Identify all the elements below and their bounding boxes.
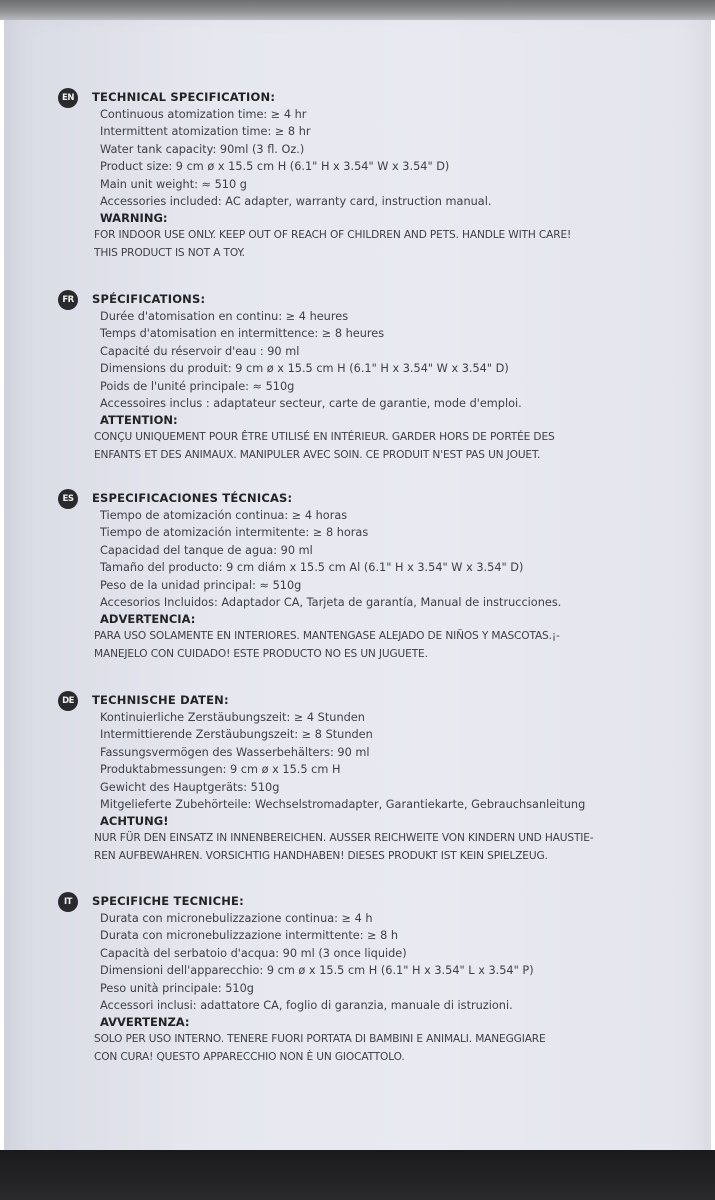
spec-line: Kontinuierliche Zerstäubungszeit: ≥ 4 Stunden (100, 711, 365, 724)
section-fr (62, 290, 694, 464)
spec-line: Durata con micronebulizzazione intermittente: ≥ 8 h (100, 929, 399, 943)
spec-line: Durata con micronebulizzazione continua: ≥ 4 h (100, 912, 373, 925)
language-badge-es: ES (58, 489, 78, 509)
spec-line: Mitgelieferte Zubehörteile: Wechselstromadapter, Garantiekarte, Gebrauchsanleitung (100, 798, 586, 812)
section-heading: TECHNICAL SPECIFICATION: (92, 90, 276, 104)
warning-line: REN AUFBEWAHREN. VORSICHTIG HANDHABEN! DIESES PRODUKT IST KEIN SPIELZEUG. (94, 849, 548, 862)
spec-line: Dimensioni dell'apparecchio: 9 cm ø x 15.5 cm H (6.1" H x 3.54" L x 3.54" P) (100, 964, 534, 978)
warning-line: PARA USO SOLAMENTE EN INTERIORES. MANTENGASE ALEJADO DE NIÑOS Y MASCOTAS.¡- (94, 630, 560, 643)
spec-line: Temps d'atomisation en intermittence: ≥ 8 heures (100, 327, 385, 341)
spec-line: Accessories included: AC adapter, warranty card, instruction manual. (100, 195, 492, 209)
spec-line: Tiempo de atomización continua: ≥ 4 horas (100, 509, 348, 522)
spec-line: Tamaño del producto: 9 cm diám x 15.5 cm Al (6.1" H x 3.54" W x 3.54" D) (100, 561, 524, 575)
spec-line: Poids de l'unité principale: ≈ 510g (100, 379, 295, 393)
spec-line: Capacité du réservoir d'eau : 90 ml (100, 344, 300, 358)
warning-line: FOR INDOOR USE ONLY. KEEP OUT OF REACH OF CHILDREN AND PETS. HANDLE WITH CARE! (94, 229, 572, 242)
box-bottom-band (0, 1150, 715, 1200)
spec-line: Durée d'atomisation en continu: ≥ 4 heures (100, 310, 349, 323)
warning-line: CON CURA! QUESTO APPARECCHIO NON È UN GIOCATTOLO. (94, 1050, 405, 1063)
warning-heading: ADVERTENCIA: (100, 612, 196, 627)
section-it (64, 892, 694, 1066)
spec-line: Capacità del serbatoio d'acqua: 90 ml (3 once liquide) (100, 946, 407, 960)
spec-line: Accessori inclusi: adattatore CA, foglio di garanzia, manuale di istruzioni. (100, 999, 513, 1013)
spec-line: Peso unità principale: 510g (100, 981, 254, 995)
language-badge-it: IT (58, 892, 78, 912)
warning-line: SOLO PER USO INTERNO. TENERE FUORI PORTATA DI BAMBINI E ANIMALI. MANEGGIARE (94, 1033, 546, 1046)
warning-heading: AVVERTENZA: (100, 1015, 190, 1030)
section-heading: ESPECIFICACIONES TÉCNICAS: (92, 491, 293, 505)
spec-line: Capacidad del tanque de agua: 90 ml (100, 543, 313, 557)
spec-line: Fassungsvermögen des Wasserbehälters: 90 ml (100, 745, 370, 759)
spec-line: Produktabmessungen: 9 cm ø x 15.5 cm H (100, 763, 341, 777)
warning-heading: ACHTUNG! (100, 814, 169, 829)
section-heading: SPECIFICHE TECNICHE: (92, 894, 244, 908)
warning-line: CONÇU UNIQUEMENT POUR ÊTRE UTILISÉ EN INTÉRIEUR. GARDER HORS DE PORTÉE DES (94, 431, 555, 444)
spec-line: Product size: 9 cm ø x 15.5 cm H (6.1" H x 3.54" W x 3.54" D) (100, 160, 450, 174)
warning-line: NUR FÜR DEN EINSATZ IN INNENBEREICHEN. AUSSER REICHWEITE VON KINDERN UND HAUSTIE- (94, 832, 594, 845)
spec-line: Intermittent atomization time: ≥ 8 hr (100, 125, 311, 139)
warning-heading: WARNING: (100, 211, 168, 226)
section-de (62, 691, 694, 865)
spec-line: Accessoires inclus : adaptateur secteur, carte de garantie, mode d'emploi. (100, 397, 522, 411)
warning-line: ENFANTS ET DES ANIMAUX. MANIPULER AVEC SOIN. CE PRODUIT N'EST PAS UN JOUET. (94, 448, 541, 461)
box-top-edge (0, 0, 715, 20)
spec-line: Dimensions du produit: 9 cm ø x 15.5 cm H (6.1" H x 3.54" W x 3.54" D) (100, 362, 509, 376)
warning-heading: ATTENTION: (100, 413, 178, 428)
section-es (62, 489, 694, 663)
spec-line: Peso de la unidad principal: ≈ 510g (100, 578, 302, 592)
section-heading: SPÉCIFICATIONS: (92, 292, 206, 306)
spec-line: Tiempo de atomización intermitente: ≥ 8 horas (100, 526, 369, 540)
section-en (62, 88, 694, 262)
warning-line: MANEJELO CON CUIDADO! ESTE PRODUCTO NO ES UN JUGUETE. (94, 647, 428, 660)
spec-line: Accesorios Incluidos: Adaptador CA, Tarjeta de garantía, Manual de instrucciones. (100, 596, 562, 610)
spec-line: Gewicht des Hauptgeräts: 510g (100, 780, 280, 794)
section-heading: TECHNISCHE DATEN: (92, 693, 229, 707)
language-badge-de: DE (58, 691, 78, 711)
spec-line: Main unit weight: ≈ 510 g (100, 177, 247, 191)
spec-line: Intermittierende Zerstäubungszeit: ≥ 8 Stunden (100, 728, 373, 742)
language-badge-fr: FR (58, 290, 78, 310)
spec-line: Water tank capacity: 90ml (3 fl. Oz.) (100, 142, 305, 156)
spec-line: Continuous atomization time: ≥ 4 hr (100, 108, 307, 121)
language-badge-en: EN (58, 88, 78, 108)
warning-line: THIS PRODUCT IS NOT A TOY. (94, 246, 245, 259)
